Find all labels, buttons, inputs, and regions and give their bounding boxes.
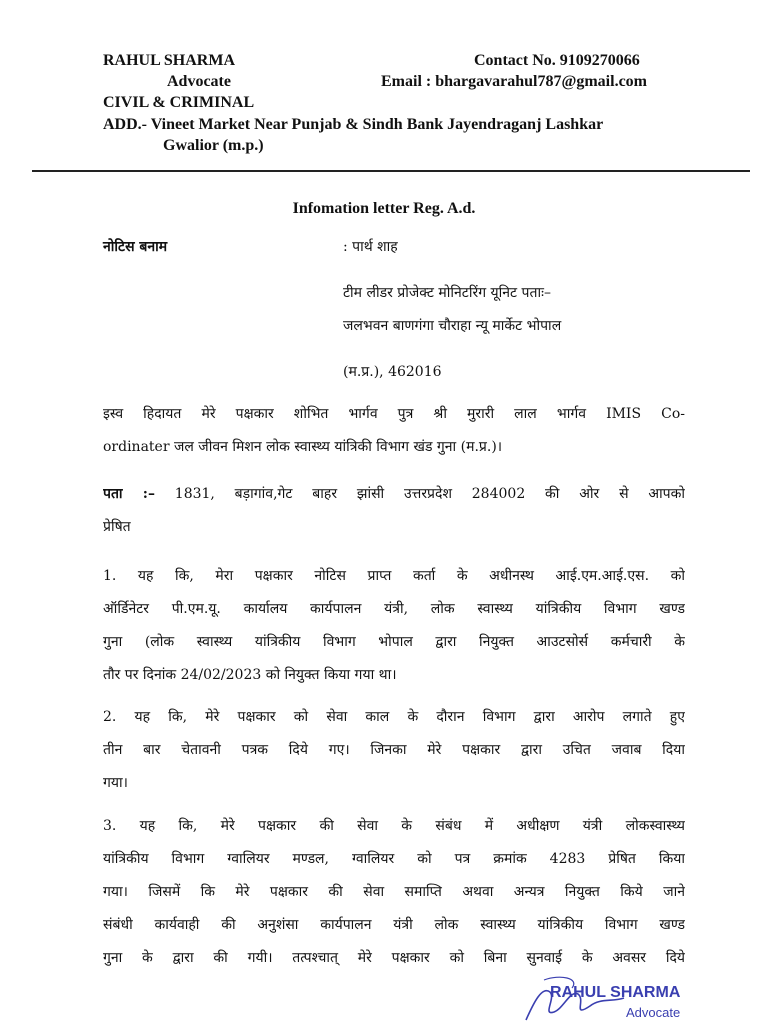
paragraph-2: [103, 701, 685, 800]
intro-line-1: इस्व हिदायत मेरे पक्षकार शोभित भार्गव पुत्र श्री मुरारी लाल भार्गव IMIS Co-: [103, 406, 685, 422]
address-line-1: ADD.- Vineet Market Near Punjab & Sindh Bank Jayendraganj Lashkar: [103, 116, 604, 133]
intro-paragraph: [103, 398, 685, 464]
paragraph-2-line: गया।: [103, 775, 128, 791]
paragraph-3-line: गया। जिसमें कि मेरे पक्षकार की सेवा समाप्ति अथवा अन्यत्र नियुक्त किये जाने: [103, 884, 685, 900]
paragraph-1: [103, 560, 685, 692]
practice-area: CIVIL & CRIMINAL: [103, 94, 255, 111]
paragraph-2-line: 2. यह कि, मेरे पक्षकार को सेवा काल के दौरान विभाग द्वारा आरोप लगाते हुए: [103, 709, 685, 725]
pata-text: 1831, बड़ागांव,गेट बाहर झांसी उत्तरप्रदेश 284002 की ओर से आपको: [174, 486, 685, 502]
paragraph-3-line: गुना के द्वारा की गयी। तत्पश्चात् मेरे पक्षकार को बिना सुनवाई के अवसर दिये: [103, 950, 685, 966]
paragraph-1-line: ऑर्डिनेटर पी.एम.यू. कार्यालय कार्यपालन यंत्री, लोक स्वास्थ्य यांत्रिकीय विभाग खण्ड: [103, 601, 685, 617]
pata-line-2: प्रेषित: [103, 519, 131, 535]
header-divider: [32, 170, 750, 172]
paragraph-1-line: 1. यह कि, मेरा पक्षकार नोटिस प्राप्त कर्ता के अधीनस्थ आई.एम.आई.एस. को: [103, 568, 685, 584]
advocate-name: RAHUL SHARMA: [103, 52, 236, 69]
email-address: Email : bhargavarahul787@gmail.com: [381, 73, 647, 90]
paragraph-3-line: संबंधी कार्यवाही की अनुशंसा कार्यपालन यंत्री लोक स्वास्थ्य यांत्रिकीय विभाग खण्ड: [103, 917, 685, 933]
stamp-name: RAHUL SHARMA: [550, 984, 681, 1001]
advocate-stamp: [520, 972, 768, 1024]
letterhead: [0, 0, 768, 175]
paragraph-2-line: तीन बार चेतावनी पत्रक दिये गए। जिनका मेरे पक्षकार द्वारा उचित जवाब दिया: [103, 742, 685, 758]
notice-addressee: : पार्थ शाह: [343, 239, 398, 255]
paragraph-3-line: 3. यह कि, मेरे पक्षकार की सेवा के संबंध में अधीक्षण यंत्री लोकस्वास्थ्य: [103, 818, 685, 834]
contact-number: Contact No. 9109270066: [474, 52, 640, 69]
notice-label: नोटिस बनाम: [103, 239, 168, 255]
stamp-designation: Advocate: [626, 1005, 681, 1020]
pata-label: पता :–: [103, 486, 155, 502]
notice-address-line-1: टीम लीडर प्रोजेक्ट मोनिटरिंग यूनिट पताः–: [343, 285, 551, 301]
notice-address-line-2: जलभवन बाणगंगा चौराहा न्यू मार्केट भोपाल: [343, 318, 562, 334]
paragraph-3-line: यांत्रिकीय विभाग ग्वालियर मण्डल, ग्वालियर को पत्र क्रमांक 4283 प्रेषित किया: [103, 851, 685, 867]
notice-address-line-3: (म.प्र.), 462016: [343, 364, 442, 380]
pata-paragraph: [103, 478, 685, 544]
pata-line-1: [103, 478, 685, 511]
paragraph-1-line: गुना (लोक स्वास्थ्य यांत्रिकीय विभाग भोपाल द्वारा नियुक्त आउटसोर्स कर्मचारी के: [103, 634, 685, 650]
advocate-designation: Advocate: [167, 73, 231, 90]
paragraph-1-line: तौर पर दिनांक 24/02/2023 को नियुक्त किया गया था।: [103, 667, 397, 683]
address-line-2: Gwalior (m.p.): [163, 137, 264, 154]
letter-title: Infomation letter Reg. A.d.: [292, 200, 476, 217]
paragraph-3: [103, 810, 685, 975]
intro-line-2: ordinater जल जीवन मिशन लोक स्वास्थ्य यांत्रिकी विभाग खंड गुना (म.प्र.)।: [103, 439, 503, 455]
